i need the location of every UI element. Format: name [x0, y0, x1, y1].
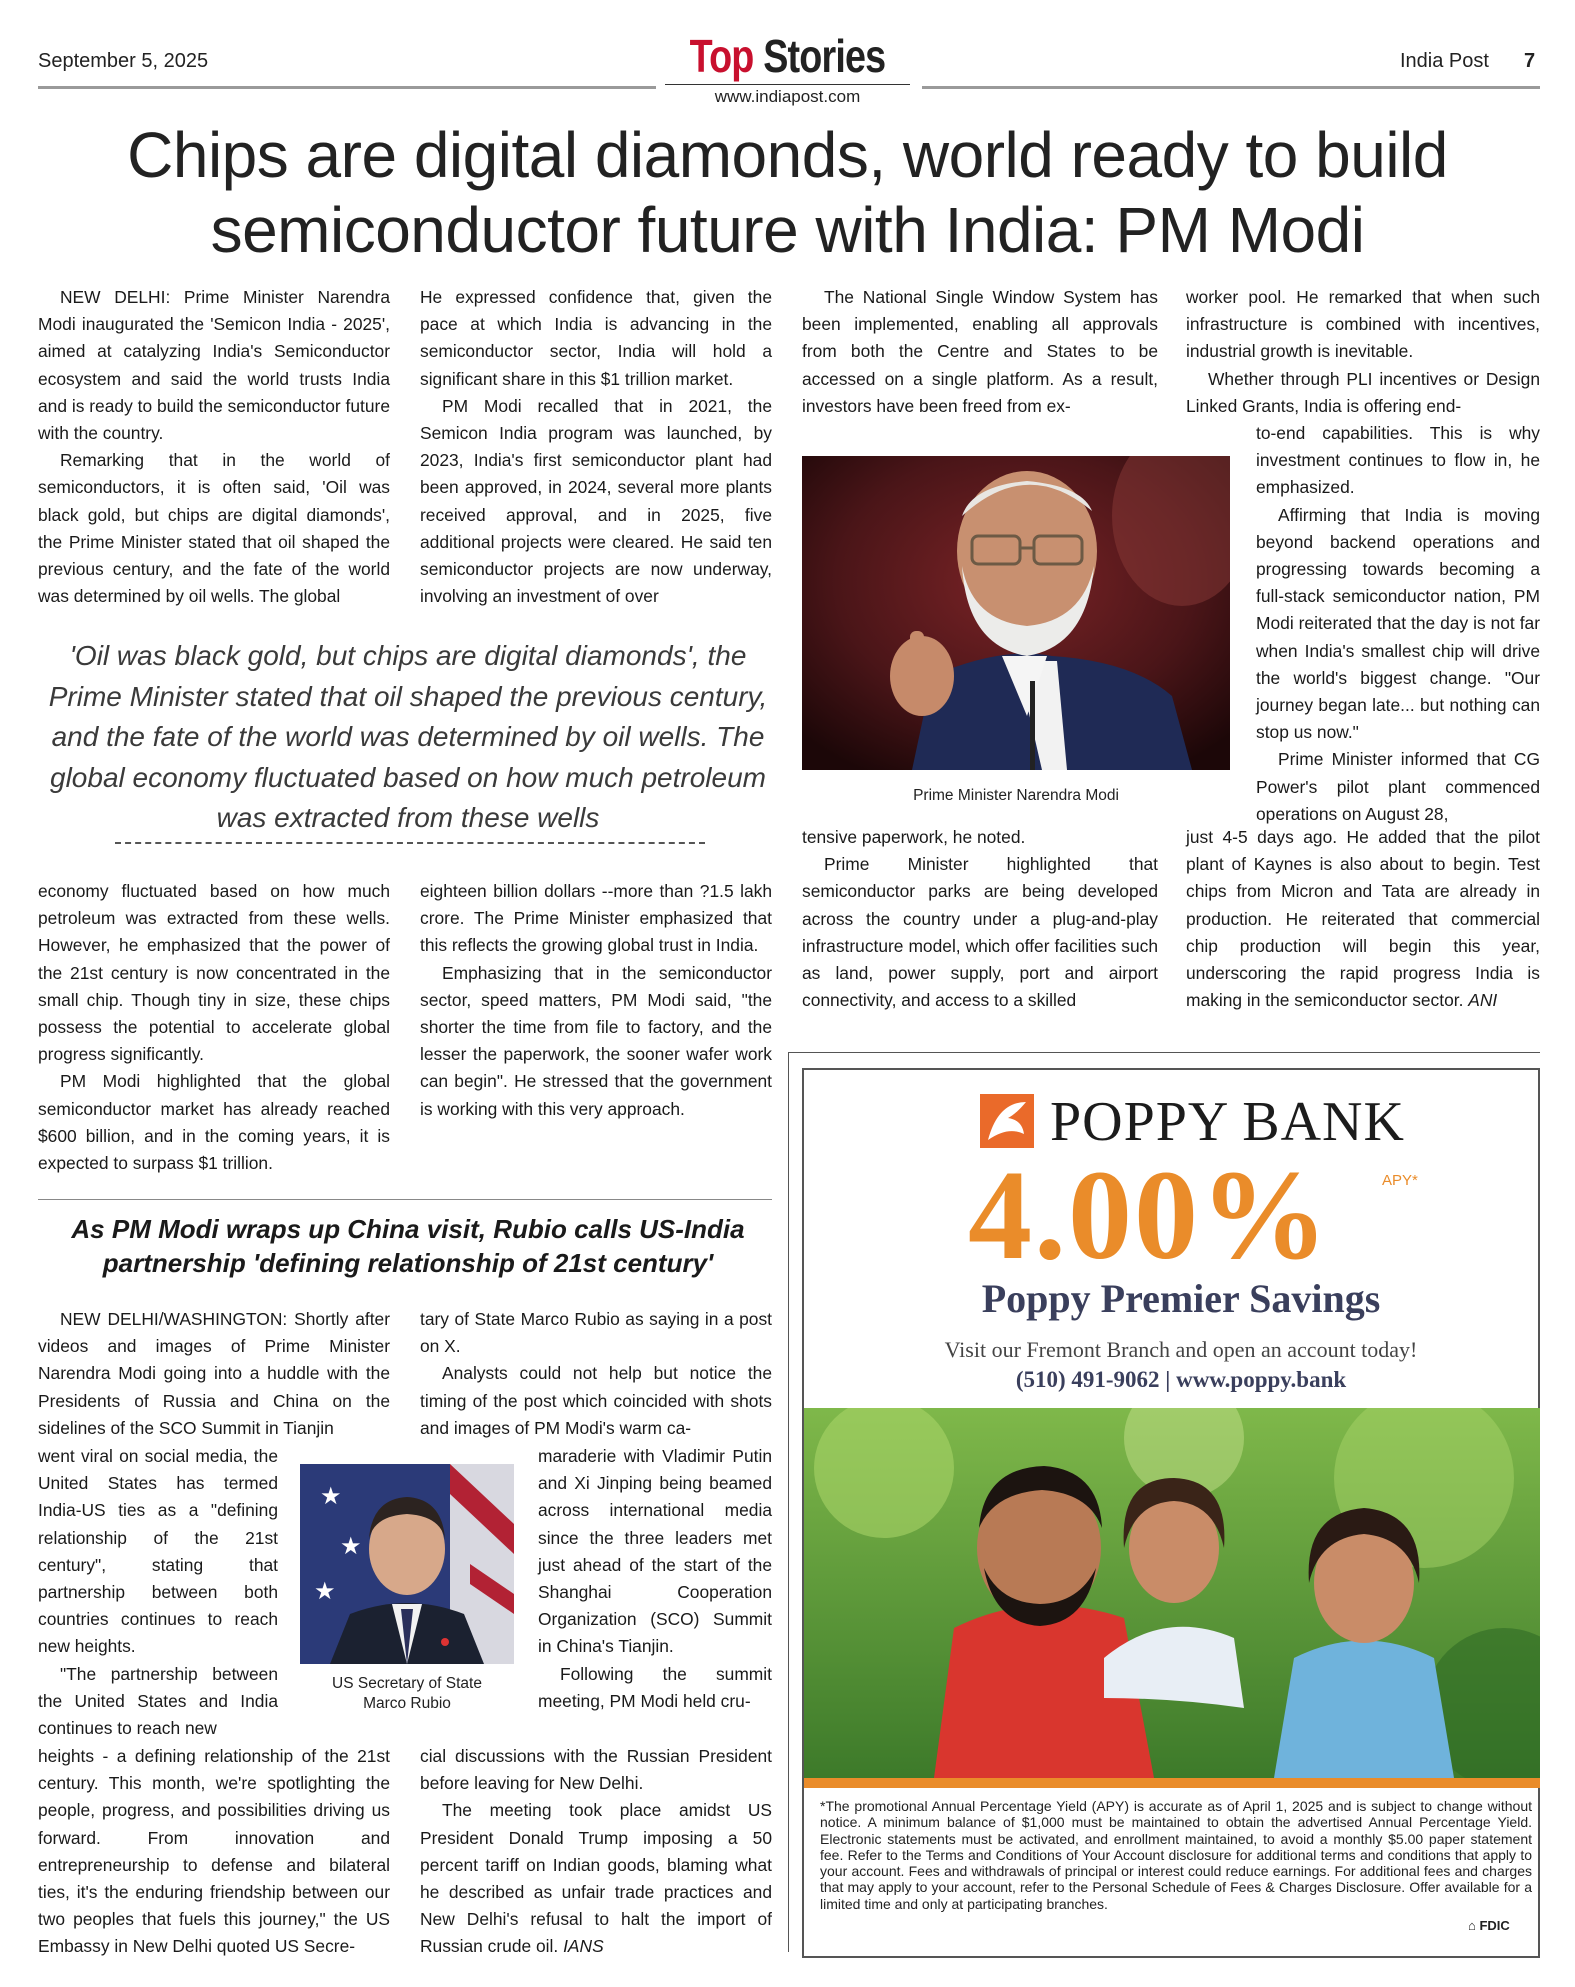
svg-text:★: ★ — [314, 1577, 336, 1605]
ad-top-rule — [788, 1052, 1540, 1053]
svg-text:★: ★ — [340, 1532, 362, 1560]
story2-col2-narrow — [538, 1443, 772, 1715]
story2-col2-bottom — [420, 1743, 772, 1961]
paragraph: cial discussions with the Russian President before leaving for New Delhi. — [420, 1746, 772, 1794]
byline: IANS — [563, 1936, 604, 1957]
paragraph: Remarking that in the world of semiconductors, it is often said, 'Oil was black gold, but chips are digital diamonds', the Prime Minister stated that oil shaped the previous century, and the fate of the world was determined by oil wells. The global — [38, 450, 390, 607]
apy-mark: APY* — [1382, 1172, 1418, 1189]
modi-photo-illustration — [802, 456, 1230, 770]
caption-line: Marco Rubio — [363, 1695, 451, 1712]
story1-col3-top — [802, 284, 1158, 420]
logo-stories: Stories — [763, 30, 886, 82]
section-divider — [38, 1199, 772, 1200]
story2-col2-top — [420, 1306, 772, 1442]
paragraph: NEW DELHI: Prime Minister Narendra Modi inaugurated the 'Semicon India - 2025', aimed at catalyzing India's Semiconductor ecosystem and said the world trusts India and is ready to build the semiconductor future with the country. — [38, 287, 390, 444]
paragraph: tensive paperwork, he noted. — [802, 827, 1026, 847]
story1-col2-bottom — [420, 878, 772, 1123]
story1-headline-line1: Chips are digital diamonds, world ready to build — [127, 119, 1448, 191]
header-rule-right — [922, 86, 1540, 89]
paragraph: Analysts could not help but notice the timing of the post which coincided with shots and images of PM Modi's warm ca- — [420, 1363, 772, 1438]
paragraph: Affirming that India is moving beyond backend operations and progressing towards becoming a full-stack semiconductor nation, PM Modi reiterated that the day is not far when India's smallest chip will drive the world's biggest change. "Our journey began late... but nothing can stop us now." — [1256, 504, 1540, 743]
paragraph: PM Modi recalled that in 2021, the Semicon India program was launched, by 2023, India's first semiconductor plant had been approved, in 2024, several more plants received approval, and in 2025, five additional projects were cleared. He said ten semiconductor projects are now underway, involving an investment of over — [420, 395, 772, 607]
ad-product-name: Poppy Premier Savings — [981, 1276, 1381, 1321]
page-number: 7 — [1524, 50, 1536, 72]
story2-col1-narrow — [38, 1443, 278, 1742]
ad-left-rule — [788, 1052, 789, 1952]
story1-col3-bottom — [802, 824, 1158, 1014]
ad-disclosure: *The promotional Annual Percentage Yield (APY) is accurate as of April 1, 2025 and is subject to change without notice. A minimum balance of $1,000 must be maintained to obtain the advertised Annual Percentage Yield. Electronic statements must be activated, and enrollment maintained, to avoid a monthly $5.00 paper statement fee. Refer to the Terms and Conditions of Your Account disclosure for additional terms and conditions that apply to your account. Fees and withdrawals of principal or interest could reduce earnings. For additional fees and charges that may apply to your account, refer to the Personal Schedule of Fees & Charges Disclosure. Offer available for a limited time and only at participating branches. — [820, 1798, 1532, 1912]
story1-headline — [40, 118, 1535, 268]
paragraph: Following the summit meeting, PM Modi held cru- — [538, 1663, 772, 1711]
paragraph: tary of State Marco Rubio as saying in a post on X. — [420, 1309, 772, 1357]
story2-col1-bottom — [38, 1743, 390, 1961]
paragraph: Prime Minister informed that CG Power's pilot plant commenced operations on August 28, — [1256, 749, 1540, 824]
paragraph: went viral on social media, the United States has termed India-US ties as a "defining relationship of the 21st century", stating that partnership between both countries continues to reach new heights. — [38, 1446, 278, 1657]
family-illustration — [804, 1408, 1540, 1778]
story2-col1-intro — [38, 1306, 390, 1442]
paragraph: He expressed confidence that, given the pace at which India is advancing in the semiconductor sector, India will hold a significant share in this $1 trillion market. — [420, 287, 772, 389]
rubio-photo-caption — [300, 1674, 514, 1714]
story1-col4-bottom — [1186, 824, 1540, 1014]
paragraph: "The partnership between the United States and India continues to reach new — [38, 1663, 278, 1739]
poppy-flower-icon — [978, 1092, 1036, 1150]
story1-col1-top — [38, 284, 390, 610]
modi-photo — [802, 456, 1230, 770]
issue-date: September 5, 2025 — [38, 50, 209, 72]
paragraph: PM Modi highlighted that the global semiconductor market has already reached $600 billion, and in the coming years, it is expected to surpass $1 trillion. — [38, 1071, 390, 1174]
rubio-photo-illustration — [300, 1464, 514, 1664]
modi-photo-caption: Prime Minister Narendra Modi — [913, 787, 1119, 804]
story1-col4-narrow — [1256, 420, 1540, 828]
story1-headline-line2: semiconductor future with India: PM Modi — [210, 194, 1365, 266]
paragraph: Prime Minister highlighted that semiconductor parks are being developed across the country under a plug-and-play infrastructure model, which offer facilities such as land, power supply, port and airport connectivity, and access to a skilled — [802, 854, 1158, 1011]
story1-col2-top — [420, 284, 772, 610]
masthead — [665, 30, 910, 107]
story2-headline-line1: As PM Modi wraps up China visit, Rubio calls US-India — [71, 1214, 745, 1244]
svg-text:★: ★ — [320, 1482, 342, 1510]
apy-rate: 4.00% — [968, 1144, 1330, 1286]
pull-quote: 'Oil was black gold, but chips are digital diamonds', the Prime Minister stated that oil shaped the previous century, and the fate of the world was determined by oil wells. The global economy fluctuated based on how much petroleum was extracted from these wells — [48, 640, 768, 833]
story1-col4-top — [1186, 284, 1540, 420]
publication-name: India Post — [1400, 50, 1489, 72]
paragraph: to-end capabilities. This is why investment continues to flow in, he emphasized. — [1256, 423, 1540, 498]
byline: ANI — [1468, 990, 1498, 1011]
paragraph: The National Single Window System has been implemented, enabling all approvals from both the Centre and States to be accessed on a single platform. As a result, investors have been freed from ex- — [802, 287, 1158, 416]
story2-headline — [38, 1212, 778, 1280]
paragraph: maraderie with Vladimir Putin and Xi Jinping being beamed across international media since the three leaders met just ahead of the start of the Shanghai Cooperation Organization (SCO) Summit in China's Tianjin. — [538, 1446, 772, 1657]
paragraph: Emphasizing that in the semiconductor sector, speed matters, PM Modi said, "the shorter the time from file to factory, and the lesser the paperwork, the sooner wafer work can begin". He stressed that the government is working with this very approach. — [420, 962, 772, 1119]
paragraph: Whether through PLI incentives or Design Linked Grants, India is offering end- — [1186, 368, 1540, 416]
story2-headline-line2: partnership 'defining relationship of 21st century' — [102, 1248, 714, 1278]
paragraph: The meeting took place amidst US President Donald Trump imposing a 50 percent tariff on Indian goods, blaming what he described as unfair trade practices and New Delhi's refusal to halt the import of Russian crude oil. — [420, 1800, 772, 1957]
bank-name: POPPY BANK — [1050, 1091, 1405, 1153]
pull-quote-divider — [115, 842, 705, 844]
header-rule-left — [38, 86, 656, 89]
paragraph: economy fluctuated based on how much petroleum was extracted from these wells. However, he emphasized that the power of the 21st century is now concentrated in the small chip. Though tiny in size, these chips possess the potential to accelerate global progress significantly. — [38, 881, 390, 1065]
ad-contact[interactable]: (510) 491-9062 | www.poppy.bank — [1015, 1367, 1347, 1392]
paragraph: heights - a defining relationship of the 21st century. This month, we're spotlighting the people, progress, and possibilities driving us forward. From innovation and entrepreneurship to defense and bilateral ties, it's the enduring friendship between our two peoples that fuels this journey," the US Embassy in New Delhi quoted US Secre- — [38, 1746, 390, 1957]
paragraph: worker pool. He remarked that when such infrastructure is combined with incentives, industrial growth is inevitable. — [1186, 287, 1540, 362]
ad-cta: Visit our Fremont Branch and open an account today! — [944, 1337, 1418, 1362]
caption-line: US Secretary of State — [332, 1675, 482, 1692]
paragraph: just 4-5 days ago. He added that the pilot plant of Kaynes is also about to begin. Test chips from Micron and Tata are already in production. He reiterated that commercial chip production will begin this year, underscoring the rapid progress India is making in the semiconductor sector. — [1186, 827, 1540, 1011]
rubio-photo — [300, 1464, 514, 1664]
top-stories-logo — [687, 30, 888, 82]
ad-accent-bar — [804, 1778, 1540, 1788]
logo-top: Top — [689, 30, 754, 82]
fdic-text: FDIC — [1479, 1918, 1510, 1933]
paragraph: eighteen billion dollars --more than ?1.5 lakh crore. The Prime Minister emphasized that this reflects the growing global trust in India. — [420, 881, 772, 956]
fdic-logo: ⌂ FDIC — [1468, 1918, 1510, 1933]
site-url[interactable]: www.indiapost.com — [665, 84, 910, 107]
ad-family-photo — [804, 1408, 1540, 1778]
paragraph: NEW DELHI/WASHINGTON: Shortly after videos and images of Prime Minister Narendra Modi going into a huddle with the Presidents of Russia and China on the sidelines of the SCO Summit in Tianjin — [38, 1309, 390, 1438]
story1-col1-bottom — [38, 878, 390, 1177]
